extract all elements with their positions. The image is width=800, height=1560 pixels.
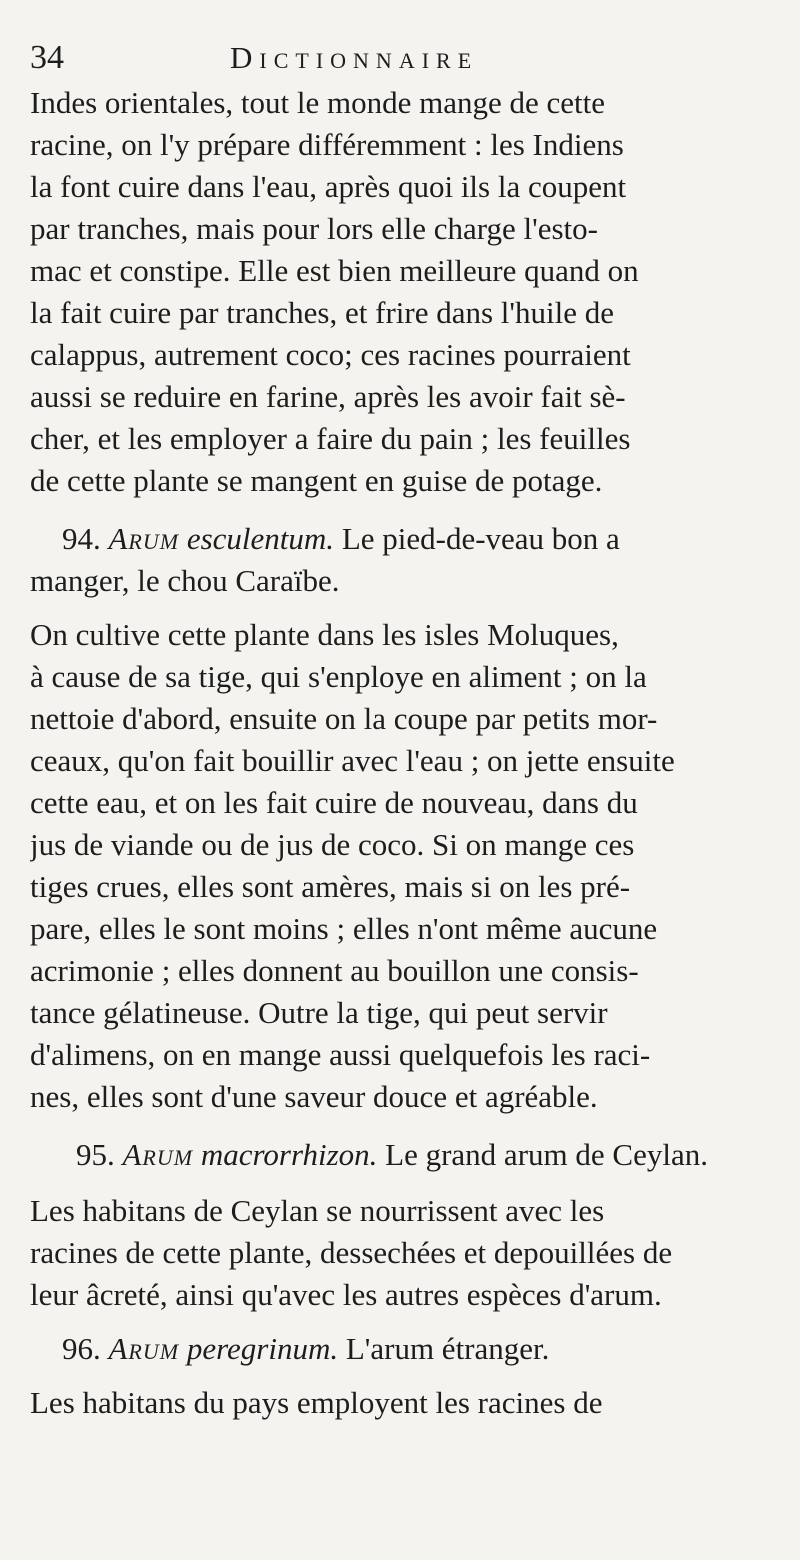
text-line: par tranches, mais pour lors elle charge l'esto- (30, 211, 598, 246)
text-line: aussi se reduire en farine, après les avoir fait sè- (30, 379, 626, 414)
text-line: ceaux, qu'on fait bouillir avec l'eau ; on jette ensuite (30, 743, 675, 778)
text-line: On cultive cette plante dans les isles Moluques, (30, 617, 619, 652)
text-line: la fait cuire par tranches, et frire dans l'huile de (30, 295, 614, 330)
entry-number: 96. (62, 1331, 101, 1366)
page-number: 34 (30, 39, 64, 76)
entry-genus: Arum (122, 1137, 194, 1172)
entry-species: esculentum. (186, 521, 335, 556)
entry-species: peregrinum. (186, 1331, 339, 1366)
text-line: Les habitans de Ceylan se nourrissent avec les (30, 1193, 605, 1228)
text-line: nettoie d'abord, ensuite on la coupe par petits mor- (30, 701, 658, 736)
entry-common-name: Le grand arum de Ceylan. (385, 1137, 708, 1172)
text-line: leur âcreté, ainsi qu'avec les autres espèces d'arum. (30, 1277, 662, 1312)
text-line: Les habitans du pays employent les racines de (30, 1385, 603, 1420)
text-line: Indes orientales, tout le monde mange de cette (30, 85, 606, 120)
entry-genus: Arum (108, 521, 180, 556)
text-line: racine, on l'y prépare différemment : les Indiens (30, 127, 624, 162)
text-line: cette eau, et on les fait cuire de nouveau, dans du (30, 785, 638, 820)
entry-heading-94 (62, 518, 620, 560)
text-line: tiges crues, elles sont amères, mais si on les pré- (30, 869, 631, 904)
entry-species: macrorrhizon. (200, 1137, 378, 1172)
entry-genus: Arum (108, 1331, 180, 1366)
text-line: tance gélatineuse. Outre la tige, qui peut servir (30, 995, 608, 1030)
page-header (30, 38, 770, 78)
entry-common-name: L'arum étranger. (345, 1331, 550, 1366)
text-line: mac et constipe. Elle est bien meilleure quand on (30, 253, 639, 288)
text-line: nes, elles sont d'une saveur douce et agréable. (30, 1079, 598, 1114)
entry-number: 95. (76, 1137, 115, 1172)
entry-heading-continuation: manger, le chou Caraïbe. (30, 563, 340, 598)
running-title: Dictionnaire (230, 40, 479, 75)
text-line: à cause de sa tige, qui s'enploye en aliment ; on la (30, 659, 647, 694)
text-line: cher, et les employer a faire du pain ; les feuilles (30, 421, 631, 456)
text-line: d'alimens, on en mange aussi quelquefois les raci- (30, 1037, 651, 1072)
text-line: la font cuire dans l'eau, après quoi ils la coupent (30, 169, 627, 204)
text-line: calappus, autrement coco; ces racines pourraient (30, 337, 631, 372)
entry-heading-95 (76, 1134, 708, 1176)
text-line: de cette plante se mangent en guise de potage. (30, 463, 603, 498)
text-line: racines de cette plante, dessechées et depouillées de (30, 1235, 673, 1270)
text-line: acrimonie ; elles donnent au bouillon une consis- (30, 953, 639, 988)
text-line: jus de viande ou de jus de coco. Si on mange ces (30, 827, 635, 862)
entry-number: 94. (62, 521, 101, 556)
entry-heading-96 (62, 1328, 549, 1370)
entry-common-name: Le pied-de-veau bon a (341, 521, 620, 556)
text-line: pare, elles le sont moins ; elles n'ont même aucune (30, 911, 658, 946)
